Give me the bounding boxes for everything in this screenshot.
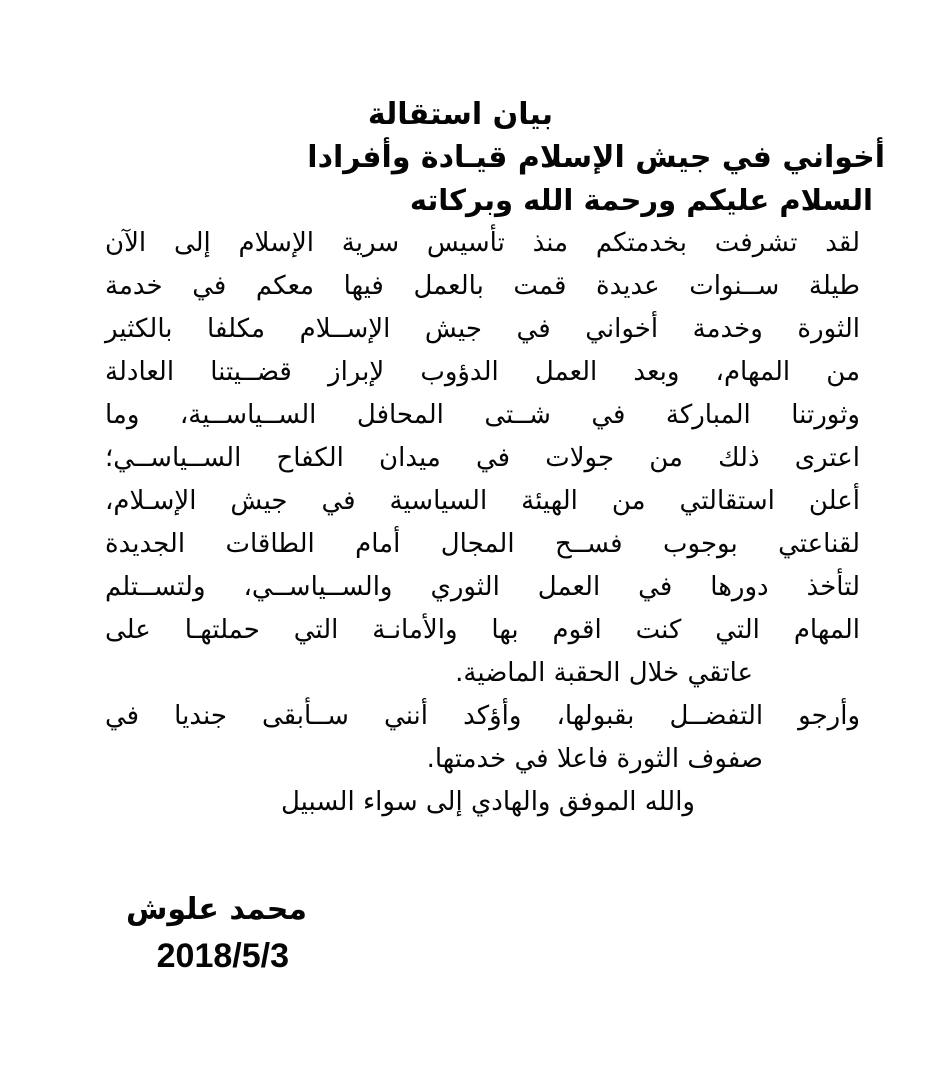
body-line: اعترى ذلك من جولات في ميدان الكفاح الســياســي؛ bbox=[105, 443, 860, 473]
body-line: المهام التي كنت اقوم بها والأمانـة التي حملتهـا على bbox=[105, 615, 860, 645]
statement-title: بيان استقالة bbox=[367, 97, 553, 132]
signature-date: 2018/5/3 bbox=[156, 937, 289, 975]
salutation-greeting: السلام عليكم ورحمة الله وبركاته bbox=[409, 183, 873, 217]
body-line: من المهام، وبعد العمل الدؤوب لإبراز قضــيتنا العادلة bbox=[105, 357, 860, 387]
signature-block bbox=[105, 887, 860, 979]
body-line: الثورة وخدمة أخواني في جيش الإســلام مكلفا بالكثير bbox=[105, 314, 860, 344]
signature-name: محمد علوش bbox=[125, 892, 307, 927]
body-line: أعلن استقالتي من الهيئة السياسية في جيش الإسـلام، bbox=[105, 486, 860, 516]
body-line: وثورتنا المباركة في شــتى المحافل الســياســية، وما bbox=[105, 400, 860, 430]
body-line: صفوف الثورة فاعلا في خدمتها. bbox=[426, 744, 763, 774]
body-line: لقناعتي بوجوب فســح المجال أمام الطاقات الجديدة bbox=[105, 529, 860, 559]
salutation-addressees: أخواني في جيش الإسلام قيـادة وأفرادا bbox=[307, 140, 885, 175]
closing-invocation: والله الموفق والهادي إلى سواء السبيل bbox=[280, 787, 695, 817]
body-line: عاتقي خلال الحقبة الماضية. bbox=[455, 658, 753, 688]
body-line: طيلة ســنوات عديدة قمت بالعمل فيها معكم في خدمة bbox=[105, 271, 860, 301]
resignation-statement bbox=[105, 93, 885, 979]
body-line: لتأخذ دورها في العمل الثوري والســياســي، ولتســتلم bbox=[105, 572, 860, 602]
body-line: وأرجو التفضــل بقبولها، وأؤكد أنني ســأبقى جنديا في bbox=[105, 701, 860, 731]
body-line: لقد تشرفت بخدمتكم منذ تأسيس سرية الإسلام إلى الآن bbox=[105, 228, 860, 258]
